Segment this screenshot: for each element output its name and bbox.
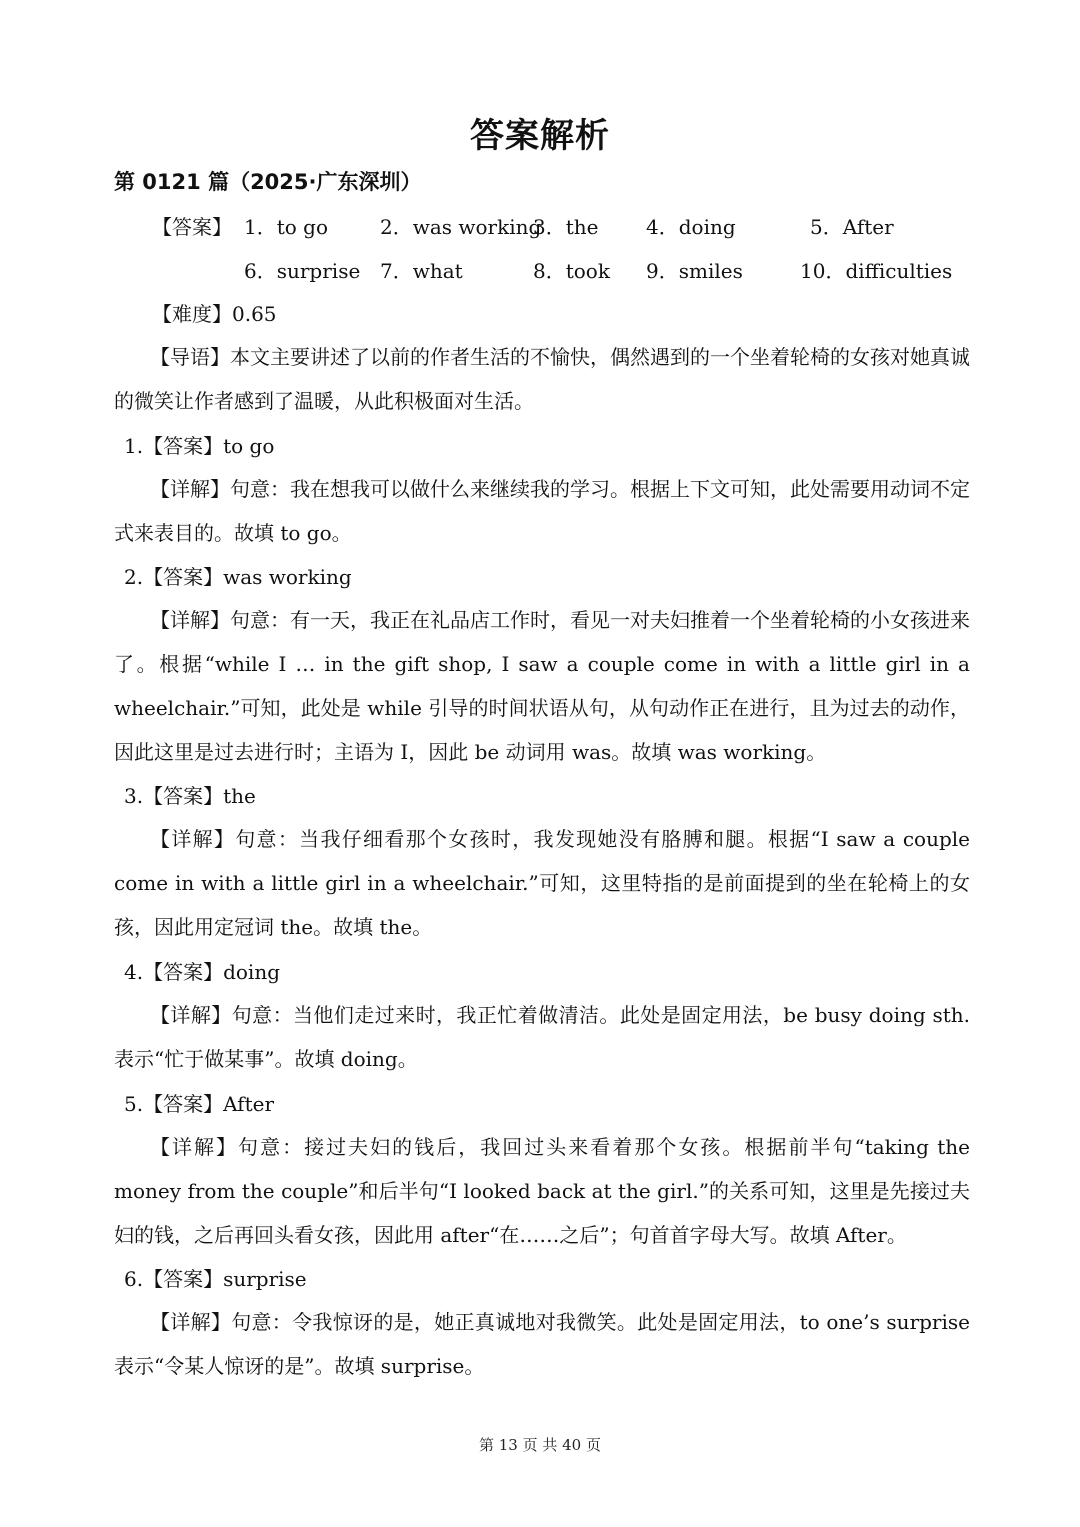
answer-1: 1．to go [244,215,329,239]
page-footer: 第 13 页 共 40 页 [478,1436,601,1454]
item-6-explanation: 【详解】句意：令我惊讶的是，她正真诚地对我微笑。此处是固定用法，to one’s surprise 表示“令某人惊讶的是”。故填 surprise。 [114,1310,970,1378]
answer-4: 4．doing [646,215,736,239]
item-5-answer: 5.【答案】After [124,1092,275,1116]
item-3-explanation: 【详解】句意：当我仔细看那个女孩时，我发现她没有胳膊和腿。根据“I saw a couple come in with a little girl in a wheelchair.”可知，这里特指的是前面提到的坐在轮椅上的女孩，因此用定冠词 the。故填 the。 [114,827,970,939]
answer-3: 3．the [533,215,599,239]
intro-paragraph: 【导语】本文主要讲述了以前的作者生活的不愉快，偶然遇到的一个坐着轮椅的女孩对她真诚的微笑让作者感到了温暖，从此积极面对生活。 [114,345,970,413]
item-2-answer: 2.【答案】was working [124,565,352,589]
item-4-explanation: 【详解】句意：当他们走过来时，我正忙着做清洁。此处是固定用法，be busy doing sth. 表示“忙于做某事”。故填 doing。 [114,1003,970,1071]
difficulty: 【难度】0.65 [152,302,277,326]
answer-row-1 [0,211,1080,243]
answer-8: 8．took [533,259,610,283]
page-title: 答案解析 [470,116,610,156]
item-3-answer: 3.【答案】the [124,784,256,808]
item-5-explanation: 【详解】句意：接过夫妇的钱后，我回过头来看着那个女孩。根据前半句“taking the money from the couple”和后半句“I looked back at the girl.”的关系可知，这里是先接过夫妇的钱，之后再回头看女孩，因此用 after“在……之后”；句首首字母大写。故填 After。 [114,1135,970,1247]
answer-9: 9．smiles [646,259,743,283]
answer-7: 7．what [380,259,463,283]
item-4-answer: 4.【答案】doing [124,960,281,984]
item-6-answer: 6.【答案】surprise [124,1267,307,1291]
answer-10: 10．difficulties [800,259,953,283]
item-1-explanation: 【详解】句意：我在想我可以做什么来继续我的学习。根据上下文可知，此处需要用动词不定式来表目的。故填 to go。 [114,477,970,545]
answer-2: 2．was working [380,215,542,239]
answer-5: 5．After [810,215,894,239]
item-1-answer: 1.【答案】to go [124,434,275,458]
answer-row-2 [0,255,1080,287]
passage-heading: 第 0121 篇（2025·广东深圳） [114,170,422,194]
item-2-explanation: 【详解】句意：有一天，我正在礼品店工作时，看见一对夫妇推着一个坐着轮椅的小女孩进来了。根据“while I … in the gift shop, I saw a couple come in with a little girl in a wheelchair.”可知，此处是 while 引导的时间状语从句，从句动作正在进行，且为过去的动作，因此这里是过去进行时；主语为 I，因此 be 动词用 was。故填 was working。 [114,608,970,764]
answer-6: 6．surprise [244,259,361,283]
answer-label: 【答案】 [152,215,232,239]
